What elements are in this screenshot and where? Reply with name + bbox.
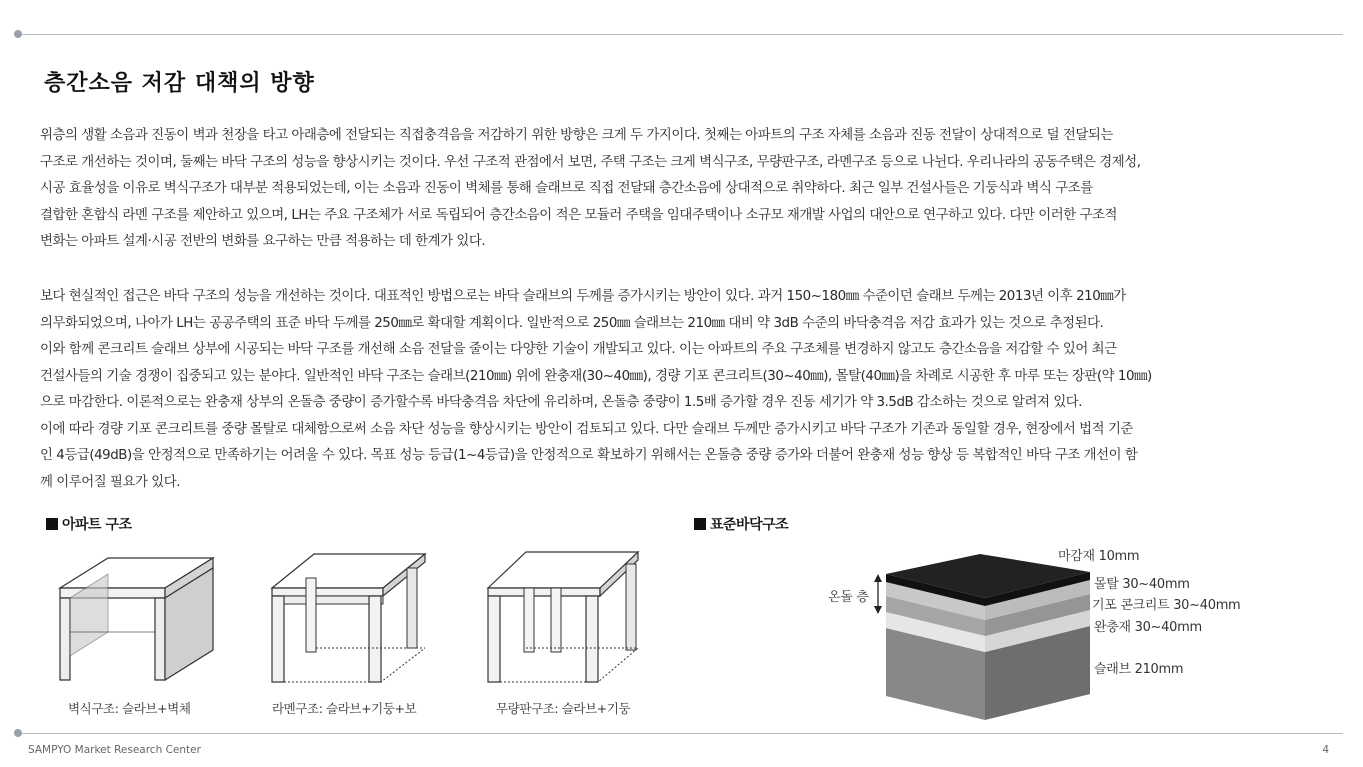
caption-flat-plate-structure: 무량판구조: 슬라브+기둥 xyxy=(496,701,631,716)
wall-structure-diagram xyxy=(50,548,220,688)
paragraph-line: 인 4등급(49dB)을 안정적으로 만족하기는 어려울 수 있다. 목표 성능 등급(1~4등급)을 안정적으로 확보하기 위해서는 온돌층 중량 증가와 더불어 완충재 성능 향상 등 복합적인 바닥 구조 개선이 함 xyxy=(40,448,1138,463)
paragraph-line: 위층의 생활 소음과 진동이 벽과 천장을 타고 아래층에 전달되는 직접충격음을 저감하기 위한 방향은 크게 두 가지이다. 첫째는 아파트의 구조 자체를 소음과 진동 전달이 상대적으로 덜 전달되는 xyxy=(40,128,1113,143)
paragraph-structure xyxy=(40,123,1328,256)
layer-label-foam-concrete: 기포 콘크리트 30~40mm xyxy=(1092,598,1241,613)
caption-rahmen-structure: 라멘구조: 슬라브+기둥+보 xyxy=(272,701,417,716)
square-bullet-icon xyxy=(694,518,706,530)
layer-label-slab: 슬래브 210mm xyxy=(1094,662,1184,677)
square-bullet-icon xyxy=(46,518,58,530)
layer-label-finish: 마감재 10mm xyxy=(1058,549,1140,564)
paragraph-line: 의무화되었으며, 나아가 LH는 공공주택의 표준 바닥 두께를 250㎜로 확대할 계획이다. 일반적으로 250㎜ 슬래브는 210㎜ 대비 약 3dB 수준의 바닥충격음 저감 효과가 있는 것으로 추정된다. xyxy=(40,315,1104,331)
caption-wall-structure: 벽식구조: 슬라브+벽체 xyxy=(68,701,191,716)
flat-plate-structure-diagram xyxy=(478,548,653,693)
paragraph-line: 변화는 아파트 설계·시공 전반의 변화를 요구하는 만큼 적용하는 데 한계가 있다. xyxy=(40,234,486,249)
paragraph-line: 이에 따라 경량 기포 콘크리트를 중량 몰탈로 대체함으로써 소음 차단 성능을 향상시키는 방안이 검토되고 있다. 다만 슬래브 두께만 증가시키고 바닥 구조가 기존과 동일할 경우, 현장에서 법적 기준 xyxy=(40,421,1133,437)
top-rule-dot xyxy=(14,30,22,38)
bottom-rule-dot xyxy=(14,729,22,737)
layer-label-cushion: 완충재 30~40mm xyxy=(1094,620,1202,635)
figure-heading-structures xyxy=(46,514,132,534)
footer-org: SAMPYO Market Research Center xyxy=(28,744,201,756)
paragraph-line: 으로 마감한다. 이론적으로는 완충재 상부의 온돌층 중량이 증가할수록 바닥충격음 차단에 유리하며, 온돌층 중량이 1.5배 증가할 경우 진동 세기가 약 3.5dB 감소하는 것으로 알려져 있다. xyxy=(40,395,1083,410)
paragraph-line: 결합한 혼합식 라멘 구조를 제안하고 있으며, LH는 주요 구조체가 서로 독립되어 층간소음이 적은 모듈러 주택을 임대주택이나 소규모 재개발 사업의 대안으로 연구하고 있다. 다만 이러한 구조적 xyxy=(40,207,1117,223)
paragraph-line: 건설사들의 기술 경쟁이 집중되고 있는 분야다. 일반적인 바닥 구조는 슬래브(210㎜) 위에 완충재(30~40㎜), 경량 기포 콘크리트(30~40㎜), 몰탈(40㎜)을 차례로 시공한 후 마루 또는 장판(약 10㎜) xyxy=(40,368,1152,384)
standard-floor-diagram xyxy=(870,560,1110,730)
paragraph-line: 구조로 개선하는 것이며, 둘째는 바닥 구조의 성능을 향상시키는 것이다. 우선 구조적 관점에서 보면, 주택 구조는 크게 벽식구조, 무량판구조, 라멘구조 등으로 나뉜다. 우리나라의 공동주택은 경제성, xyxy=(40,154,1141,170)
rahmen-structure-diagram xyxy=(262,548,437,693)
bottom-rule xyxy=(18,733,1343,734)
page-title: 층간소음 저감 대책의 방향 xyxy=(44,71,315,96)
paragraph-line: 보다 현실적인 접근은 바닥 구조의 성능을 개선하는 것이다. 대표적인 방법으로는 바닥 슬래브의 두께를 증가시키는 방안이 있다. 과거 150~180㎜ 수준이던 슬래브 두께는 2013년 이후 210㎜가 xyxy=(40,289,1126,304)
top-rule xyxy=(18,34,1343,35)
figure-heading-text: 아파트 구조 xyxy=(62,517,132,533)
ondol-layer-label: 온돌 층 xyxy=(828,590,869,605)
paragraph-line: 시공 효율성을 이유로 벽식구조가 대부분 적용되었는데, 이는 소음과 진동이 벽체를 통해 슬래브로 직접 전달돼 층간소음에 상대적으로 취약하다. 최근 일부 건설사들은 기둥식과 벽식 구조를 xyxy=(40,181,1093,196)
paragraph-floor xyxy=(40,284,1328,496)
page-number: 4 xyxy=(1322,744,1329,756)
paragraph-line: 이와 함께 콘크리트 슬래브 상부에 시공되는 바닥 구조를 개선해 소음 전달을 줄이는 다양한 기술이 개발되고 있다. 이는 아파트의 주요 구조체를 변경하지 않고도 층간소음을 저감할 수 있어 최근 xyxy=(40,342,1117,357)
figure-heading-floor xyxy=(694,514,788,534)
layer-label-mortar: 몰탈 30~40mm xyxy=(1094,577,1190,592)
figure-heading-text: 표준바닥구조 xyxy=(710,517,789,533)
paragraph-line: 께 이루어질 필요가 있다. xyxy=(40,474,181,490)
